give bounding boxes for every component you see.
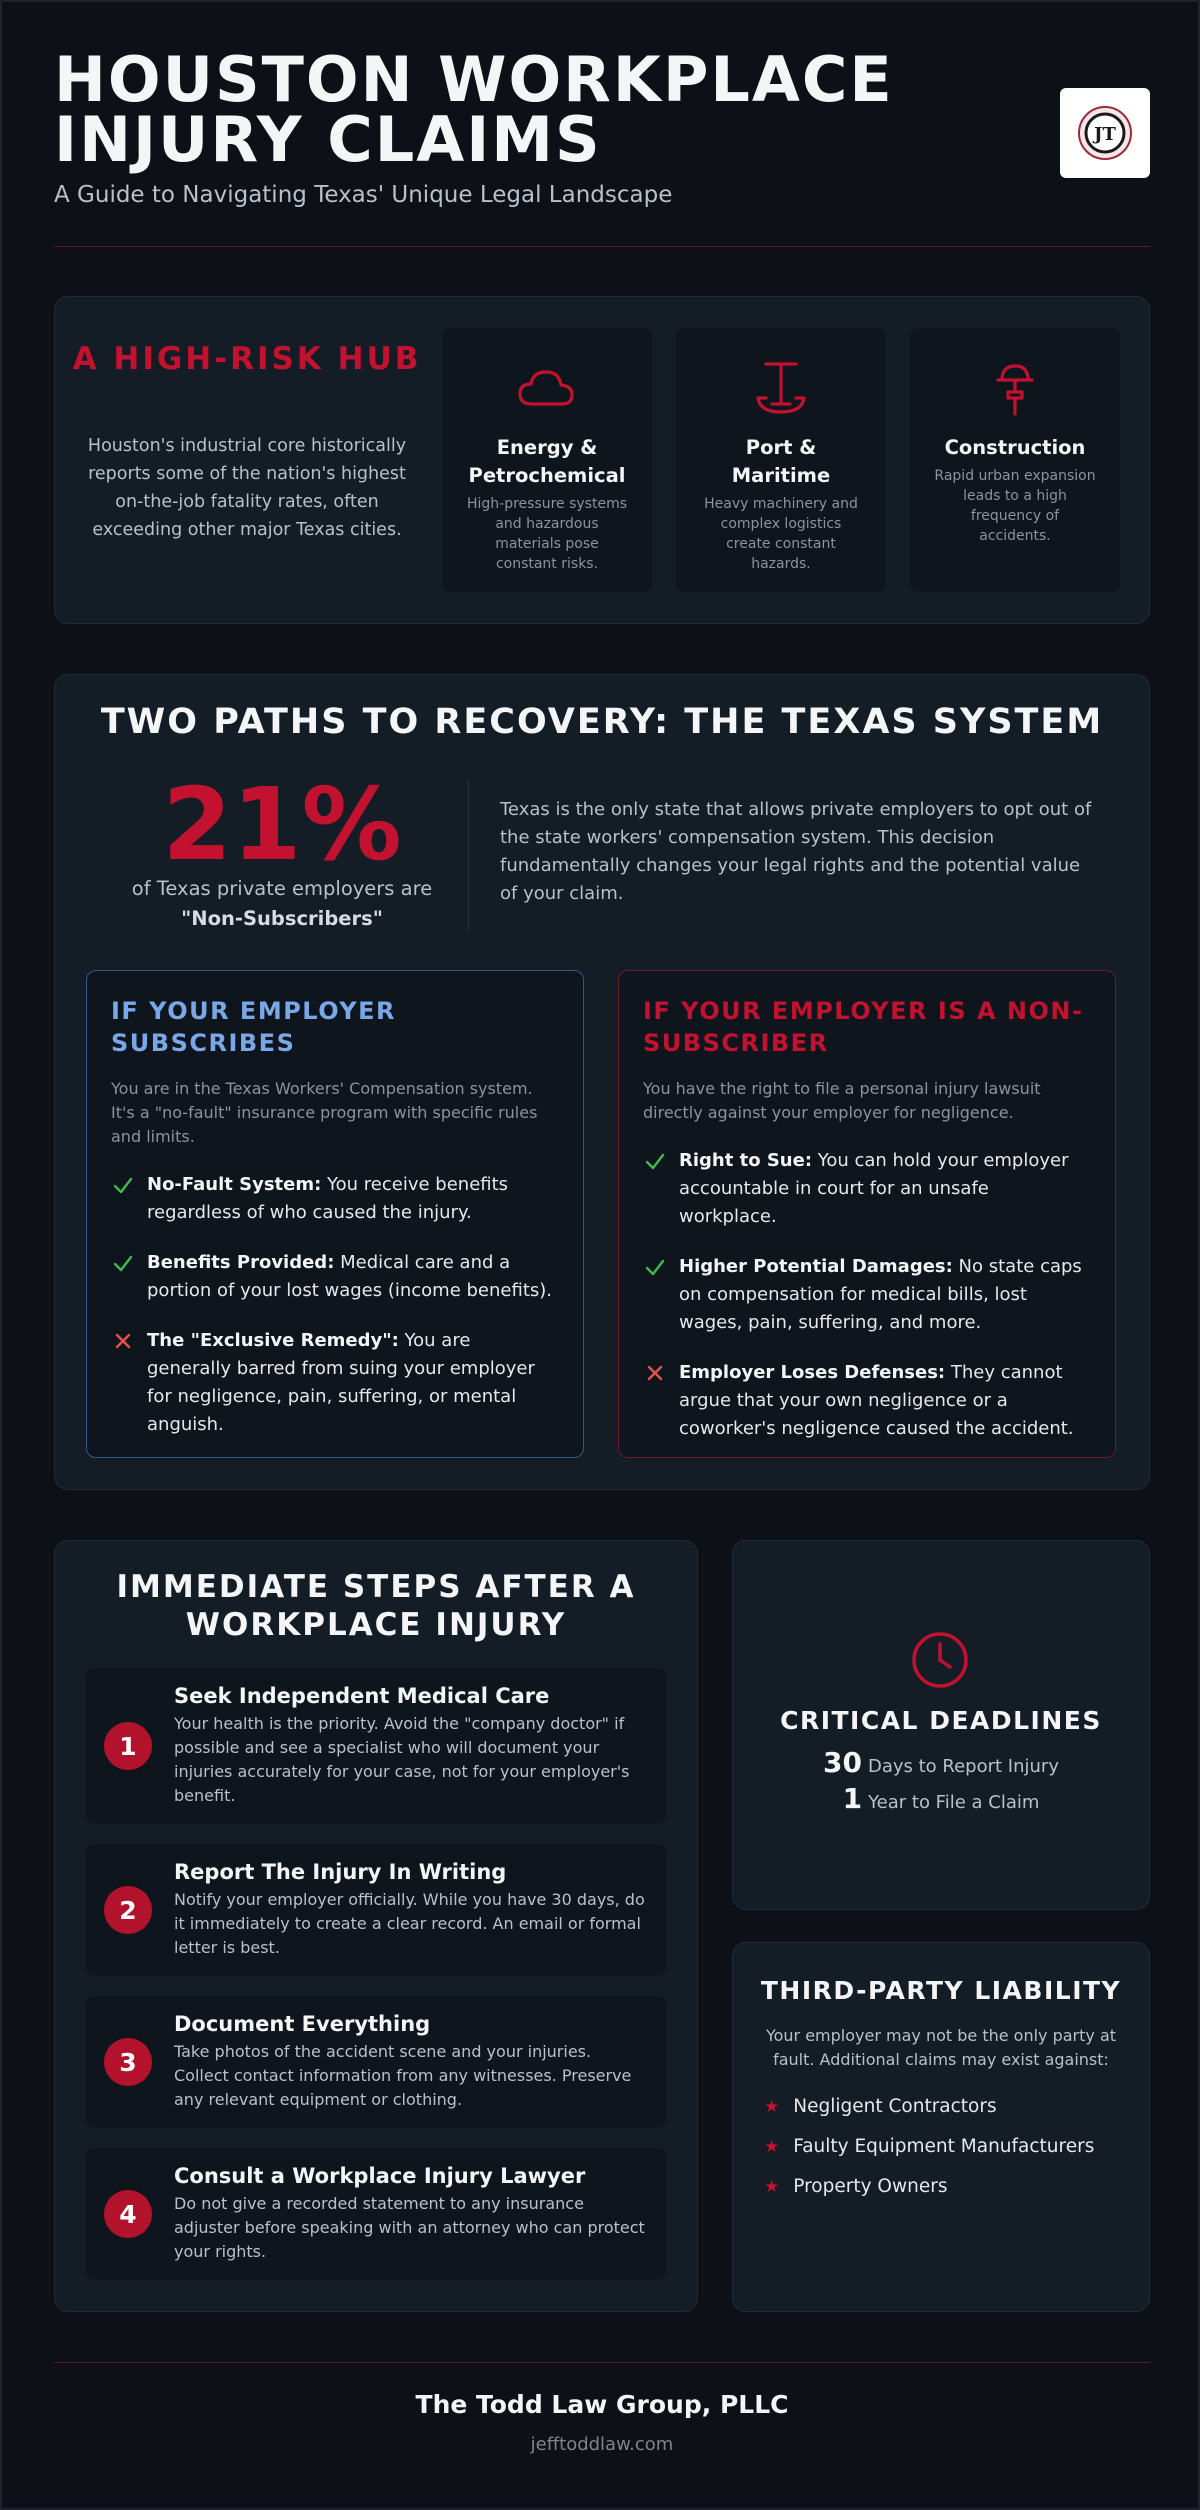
logo-seal-icon <box>1077 105 1133 161</box>
steps-title: IMMEDIATE STEPS AFTER A WORKPLACE INJURY <box>116 1569 636 1643</box>
step-card <box>86 2148 666 2280</box>
check-icon <box>111 1251 135 1275</box>
firm-website-link[interactable]: jefftoddlaw.com <box>530 2434 674 2455</box>
item-bold: Employer Loses Defenses: <box>679 1362 946 1383</box>
item-text: You are generally barred from suing your employer for negligence, pain, suffering, or mental anguish. <box>147 1330 535 1435</box>
hard-hat-icon <box>980 358 1050 418</box>
deadline-row <box>732 1782 1150 1815</box>
cross-icon <box>111 1329 135 1353</box>
subscriber-item <box>111 1171 559 1227</box>
subscriber-title: IF YOUR EMPLOYER SUBSCRIBES <box>111 997 397 1057</box>
item-label: Faulty Equipment Manufacturers <box>793 2136 1095 2157</box>
non-subscriber-percentage: 21% <box>162 766 402 883</box>
sector-card-energy <box>442 328 652 592</box>
cross-icon <box>643 1361 667 1385</box>
item-text: Medical care and a portion of your lost wages (income benefits). <box>147 1252 552 1301</box>
sector-title: Energy & Petrochemical <box>468 436 626 487</box>
stat-label <box>102 874 462 934</box>
item-bold: The "Exclusive Remedy": <box>147 1330 399 1351</box>
item-bold: No-Fault System: <box>147 1174 322 1195</box>
subscriber-item <box>111 1249 559 1305</box>
deadlines-title: CRITICAL DEADLINES <box>780 1706 1102 1735</box>
sector-title: Construction <box>944 436 1086 459</box>
deadline-row <box>732 1746 1150 1779</box>
hub-description: Houston's industrial core historically reports some of the nation's highest on-the-job fatality rates, often exceeding other major Texas cities. <box>87 436 407 540</box>
sector-description: High-pressure systems and hazardous materials pose constant risks. <box>466 496 628 572</box>
third-party-description: Your employer may not be the only party at fault. Additional claims may exist against: <box>765 2026 1117 2069</box>
check-icon <box>111 1173 135 1197</box>
sector-card-construction <box>910 328 1120 592</box>
stat-explanation: Texas is the only state that allows private employers to opt out of the state workers' compensation system. This decision fundamentally changes your legal rights and the potential value of your claim. <box>500 799 1092 904</box>
paths-title: TWO PATHS TO RECOVERY: THE TEXAS SYSTEM <box>100 702 1104 742</box>
item-label: Property Owners <box>793 2176 948 2197</box>
check-icon <box>643 1255 667 1279</box>
deadline-label: Days to Report Injury <box>867 1756 1059 1777</box>
clock-icon <box>910 1630 970 1690</box>
nonsubscriber-item <box>643 1147 1091 1231</box>
step-number-badge: 4 <box>104 2190 152 2238</box>
step-description: Take photos of the accident scene and your injuries. Collect contact information from any witnesses. Preserve any relevant equipment or clothing. <box>174 2042 632 2109</box>
nonsubscriber-card <box>618 970 1116 1458</box>
item-bold: Benefits Provided: <box>147 1252 335 1273</box>
item-text: They cannot argue that your own negligence or a coworker's negligence caused the accident. <box>679 1362 1074 1439</box>
nonsubscriber-intro: You have the right to file a personal injury lawsuit directly against your employer for negligence. <box>643 1079 1041 1122</box>
step-card <box>86 1844 666 1976</box>
nonsubscriber-title: IF YOUR EMPLOYER IS A NON-SUBSCRIBER <box>643 997 1084 1057</box>
item-text: You can hold your employer accountable in court for an unsafe workplace. <box>679 1150 1069 1227</box>
item-label: Negligent Contractors <box>793 2096 997 2117</box>
law-firm-logo <box>1060 88 1150 178</box>
cloud-icon <box>512 358 582 418</box>
anchor-icon <box>746 358 816 418</box>
step-description: Do not give a recorded statement to any insurance adjuster before speaking with an attorney who can protect your rights. <box>174 2194 645 2261</box>
check-icon <box>643 1149 667 1173</box>
header-divider <box>54 246 1150 247</box>
hub-title: A HIGH-RISK HUB <box>72 341 422 377</box>
item-text: You receive benefits regardless of who caused the injury. <box>147 1174 509 1223</box>
third-party-item <box>764 2096 997 2117</box>
third-party-item <box>764 2176 947 2197</box>
third-party-item <box>764 2136 1094 2157</box>
star-icon: ★ <box>764 2137 780 2157</box>
step-title: Report The Injury In Writing <box>174 1860 507 1884</box>
sector-description: Rapid urban expansion leads to a high frequency of accidents. <box>934 468 1096 544</box>
step-description: Your health is the priority. Avoid the "company doctor" if possible and see a specialist who will document your injuries accurately for your case, not for your employer's benefit. <box>174 1714 630 1805</box>
subscriber-item <box>111 1327 559 1439</box>
step-title: Document Everything <box>174 2012 431 2036</box>
sector-description: Heavy machinery and complex logistics create constant hazards. <box>704 496 858 572</box>
subscriber-card <box>86 970 584 1458</box>
footer-divider <box>54 2362 1150 2363</box>
item-text: No state caps on compensation for medical bills, lost wages, pain, suffering, and more. <box>679 1256 1082 1333</box>
step-title: Consult a Workplace Injury Lawyer <box>174 2164 586 2188</box>
step-card <box>86 1996 666 2128</box>
firm-name: The Todd Law Group, PLLC <box>415 2390 789 2419</box>
deadline-value: 1 <box>842 1782 863 1815</box>
stat-divider <box>468 780 469 930</box>
nonsubscriber-item <box>643 1359 1091 1443</box>
svg-text:JT: JT <box>1094 124 1116 145</box>
step-description: Notify your employer officially. While you have 30 days, do it immediately to create a clear record. An email or formal letter is best. <box>174 1890 645 1957</box>
step-card <box>86 1668 666 1824</box>
step-number-badge: 2 <box>104 1886 152 1934</box>
sector-card-port <box>676 328 886 592</box>
star-icon: ★ <box>764 2097 780 2117</box>
step-title: Seek Independent Medical Care <box>174 1684 550 1708</box>
page-title: HOUSTON WORKPLACE INJURY CLAIMS <box>54 43 894 176</box>
stat-label-bold: "Non-Subscribers" <box>181 907 383 930</box>
subscriber-intro: You are in the Texas Workers' Compensation system. It's a "no-fault" insurance program with specific rules and limits. <box>111 1079 538 1146</box>
item-bold: Higher Potential Damages: <box>679 1256 953 1277</box>
star-icon: ★ <box>764 2177 780 2197</box>
deadline-label: Year to File a Claim <box>868 1792 1040 1813</box>
item-bold: Right to Sue: <box>679 1150 813 1171</box>
sector-title: Port & Maritime <box>731 436 831 487</box>
third-party-title: THIRD-PARTY LIABILITY <box>760 1976 1122 2005</box>
step-number-badge: 3 <box>104 2038 152 2086</box>
stat-label-text: of Texas private employers are <box>131 877 433 900</box>
nonsubscriber-item <box>643 1253 1091 1337</box>
page-subtitle: A Guide to Navigating Texas' Unique Legal Landscape <box>54 182 673 208</box>
deadline-value: 30 <box>823 1746 862 1779</box>
step-number-badge: 1 <box>104 1722 152 1770</box>
